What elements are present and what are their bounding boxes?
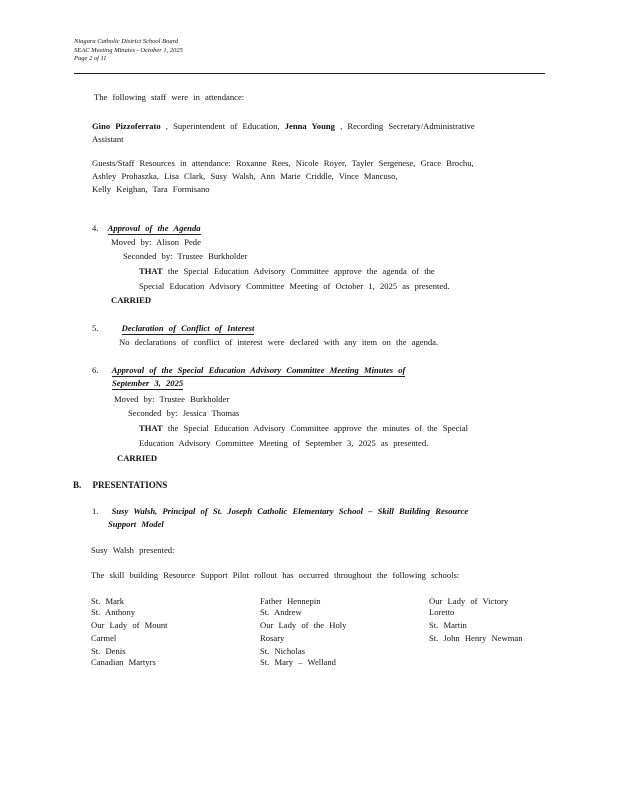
schools-intro: The skill building Resource Support Pilot rollout has occurred throughout the following schools:: [91, 570, 460, 580]
school-item: Carmel: [91, 633, 117, 643]
staff-role-2: , Recording Secretary/Administrative: [340, 121, 475, 131]
school-item: St. Mark: [91, 596, 125, 606]
school-item: St. Andrew: [260, 607, 302, 617]
page-header: [74, 38, 183, 64]
item-6-number: 6.: [92, 365, 99, 375]
guests-line-1: Guests/Staff Resources in attendance: Roxanne Rees, Nicole Royer, Tayler Sergenese, Grace Brochu,: [92, 158, 474, 168]
item-6-result: CARRIED: [117, 453, 158, 463]
presentation-1-heading: [92, 506, 468, 517]
staff-role-1: , Superintendent of Education,: [165, 121, 280, 131]
item-4-seconded: Seconded by: Trustee Burkholder: [123, 251, 248, 261]
staff-name-2: Jenna Young: [284, 121, 335, 131]
item-4-number: 4.: [92, 223, 99, 233]
staff-line: [92, 121, 475, 132]
school-item: Our Lady of Victory: [429, 596, 509, 606]
school-item: Our Lady of Mount: [91, 620, 168, 630]
school-item: St. Nicholas: [260, 646, 306, 656]
section-b-letter: B.: [73, 480, 82, 490]
item-5-title: Declaration of Conflict of Interest: [121, 323, 255, 333]
item-5-text: No declarations of conflict of interest were declared with any item on the agenda.: [119, 337, 439, 347]
presentation-1-title-line-2: Support Model: [108, 519, 164, 529]
guests-line-3: Kelly Keighan, Tara Formisano: [92, 184, 210, 194]
school-item: St. John Henry Newman: [429, 633, 523, 643]
school-item: St. Denis: [91, 646, 126, 656]
item-4-motion-line-2: Special Education Advisory Committee Meeting of October 1, 2025 as presented.: [139, 281, 450, 291]
school-item: St. Martin: [429, 620, 467, 630]
item-6-motion-text-1: the Special Education Advisory Committee approve the minutes of the Special: [167, 423, 469, 433]
item-6-motion-line-2: Education Advisory Committee Meeting of September 3, 2025 as presented.: [139, 438, 429, 448]
header-meeting-title: SEAC Meeting Minutes - October 1, 2025: [74, 46, 183, 54]
presentation-1-title-line-1: Susy Walsh, Principal of St. Joseph Catholic Elementary School – Skill Building Resource: [111, 506, 469, 516]
school-item: St. Mary – Welland: [260, 657, 336, 667]
schools-column-1: [91, 596, 168, 668]
item-6-heading: [92, 365, 405, 377]
header-board-name: Niagara Catholic District School Board: [74, 38, 179, 45]
item-4-that: THAT: [139, 266, 163, 276]
presentation-1-number: 1.: [92, 506, 99, 516]
staff-role-2-cont: Assistant: [92, 134, 124, 144]
school-item: Rosary: [260, 633, 285, 643]
header-page-number: Page 2 of 11: [74, 55, 107, 63]
staff-name-1: Gino Pizzoferrato: [92, 121, 161, 131]
item-4-motion-line-1: [139, 266, 435, 277]
item-4-title: Approval of the Agenda: [107, 223, 201, 233]
schools-column-3: [429, 596, 523, 644]
item-6-that: THAT: [139, 423, 163, 433]
presented-by: Susy Walsh presented:: [91, 545, 175, 555]
item-4-result: CARRIED: [111, 295, 152, 305]
item-6-title-line-2: September 3, 2025: [112, 378, 184, 388]
schools-column-2: [260, 596, 346, 668]
item-5-number: 5.: [92, 323, 99, 333]
staff-intro: The following staff were in attendance:: [94, 92, 245, 102]
item-6-title-line-2-wrap: [112, 378, 183, 390]
item-6-motion-line-1: [139, 423, 468, 434]
item-6-seconded: Seconded by: Jessica Thomas: [128, 408, 240, 418]
school-item: St. Anthony: [91, 607, 136, 617]
item-6-moved: Moved by: Trustee Burkholder: [114, 394, 230, 404]
school-item: Canadian Martyrs: [91, 657, 156, 667]
item-5-heading: [92, 323, 254, 335]
school-item: Loretto: [429, 607, 455, 617]
item-6-title-line-1: Approval of the Special Education Advisory Committee Meeting Minutes of: [111, 365, 406, 375]
school-item: Our Lady of the Holy: [260, 620, 347, 630]
item-4-moved: Moved by: Alison Pede: [111, 237, 201, 247]
section-b-title: PRESENTATIONS: [92, 480, 168, 490]
item-4-motion-text-1: the Special Education Advisory Committee approve the agenda of the: [167, 266, 435, 276]
guests-line-2: Ashley Prohaszka, Lisa Clark, Susy Walsh, Ann Marie Criddle, Vince Mancuso,: [92, 171, 398, 181]
item-4-heading: [92, 223, 201, 235]
header-divider: [74, 73, 545, 74]
section-b-heading: [73, 480, 167, 491]
school-item: Father Hennepin: [260, 596, 321, 606]
